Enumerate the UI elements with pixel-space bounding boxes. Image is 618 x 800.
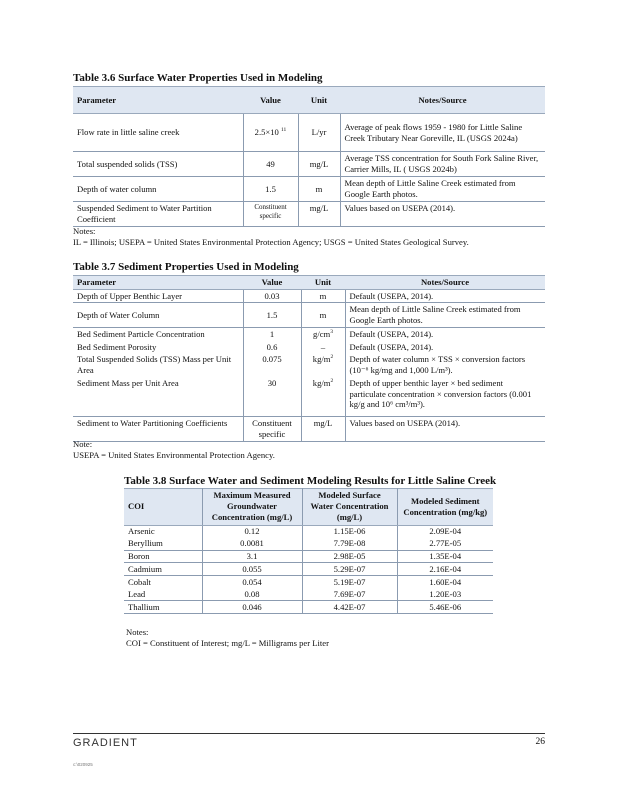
cell-value: 2.5×10 $^{11}$ <box>243 114 298 152</box>
cell-surface-water: 5.19E-07 <box>302 575 397 588</box>
cell-value: 49 <box>243 152 298 177</box>
cell-parameter: Depth of water column <box>73 177 243 202</box>
table-row <box>124 588 493 601</box>
notes-text: USEPA = United States Environmental Protection Agency. <box>73 450 275 461</box>
cell-surface-water: 4.42E-07 <box>302 601 397 614</box>
cell-groundwater: 0.055 <box>202 563 302 576</box>
table-row <box>73 114 545 152</box>
cell-parameter: Flow rate in little saline creek <box>73 114 243 152</box>
cell-parameter: Bed Sediment Porosity <box>73 341 243 354</box>
cell-notes: Values based on USEPA (2014). <box>345 417 545 441</box>
header-sediment: Modeled Sediment Concentration (mg/kg) <box>397 489 493 526</box>
table-header-row <box>124 489 493 526</box>
cell-sediment: 2.09E-04 <box>429 526 462 537</box>
cell-unit: $kg/m^2$ <box>301 353 345 376</box>
table-row <box>73 303 545 327</box>
table-row <box>73 353 545 376</box>
cell-unit: m <box>298 177 340 202</box>
cell-groundwater: 3.1 <box>202 550 302 563</box>
header-unit: Unit <box>298 87 340 114</box>
cell-value: 30 <box>243 377 301 417</box>
cell-groundwater: 0.08 <box>202 588 302 601</box>
cell-coi: Cadmium <box>124 563 202 576</box>
cell-notes: Default (USEPA, 2014). <box>349 341 434 352</box>
cell-sediment: 2.16E-04 <box>397 563 493 576</box>
cell-surface-water: 1.15E-06 <box>302 525 397 538</box>
header-groundwater: Maximum Measured Groundwater Concentration (mg/L) <box>202 489 302 526</box>
cell-surface-water: 7.79E-08 <box>302 538 397 551</box>
table-row <box>73 289 545 303</box>
table-row <box>73 177 545 202</box>
cell-notes: Depth of water column × TSS × conversion factors (10⁻⁶ kg/mg and 1,000 L/m³). <box>349 354 526 376</box>
header-notes: Notes/Source <box>345 276 545 290</box>
cell-unit: m <box>301 289 345 303</box>
cell-parameter: Depth of Water Column <box>73 303 243 327</box>
table-3-8 <box>124 488 493 614</box>
cell-coi: Lead <box>124 588 202 601</box>
cell-notes: Average TSS concentration for South Fork Saline River, Carrier Mills, IL ( USGS 2024b) <box>340 152 545 177</box>
cell-sediment: 1.35E-04 <box>397 550 493 563</box>
table-row <box>124 563 493 576</box>
table36-notes <box>73 226 545 248</box>
table-row <box>73 327 545 340</box>
table38-caption: Table 3.8 Surface Water and Sediment Modeling Results for Little Saline Creek <box>124 475 497 487</box>
table-row <box>73 202 545 227</box>
cell-value: 0.03 <box>243 289 301 303</box>
cell-notes: Mean depth of Little Saline Creek estimated from Google Earth photos. <box>340 177 545 202</box>
cell-value: 1.5 <box>243 303 301 327</box>
table-3-6 <box>73 86 545 227</box>
cell-value: 0.6 <box>243 341 301 354</box>
cell-surface-water: 5.29E-07 <box>302 563 397 576</box>
table-3-7 <box>73 275 545 442</box>
cell-parameter: Sediment Mass per Unit Area <box>73 377 243 417</box>
cell-unit: mg/L <box>301 417 345 441</box>
cell-coi: Arsenic <box>124 525 202 538</box>
cell-notes: Mean depth of Little Saline Creek estimated from Google Earth photos. <box>345 303 545 327</box>
cell-groundwater: 0.0081 <box>202 538 302 551</box>
table-row <box>124 601 493 614</box>
cell-groundwater: 0.12 <box>202 525 302 538</box>
table-row <box>73 417 545 441</box>
table37-caption: Table 3.7 Sediment Properties Used in Modeling <box>73 261 299 273</box>
cell-unit: $g/cm^3$ <box>301 327 345 340</box>
cell-value: 1.5 <box>243 177 298 202</box>
cell-value: 0.075 <box>243 353 301 376</box>
cell-value: Constituent specific <box>243 417 301 441</box>
cell-parameter: Sediment to Water Partitioning Coefficients <box>73 417 243 441</box>
page-number: 26 <box>535 737 545 747</box>
cell-notes: Default (USEPA, 2014). <box>349 328 434 339</box>
table-row <box>73 152 545 177</box>
header-coi: COI <box>124 489 202 526</box>
cell-notes: Depth of upper benthic layer × bed sediment particulate concentration × conversion factors (0.001 kg/g and 10⁶ cm³/m³). <box>345 377 545 417</box>
table-header-row <box>73 87 545 114</box>
header-value: Value <box>243 276 301 290</box>
cell-parameter: Bed Sediment Particle Concentration <box>73 327 243 340</box>
table-row <box>73 341 545 354</box>
cell-coi: Beryllium <box>124 538 202 551</box>
cell-sediment: 1.20E-03 <box>397 588 493 601</box>
document-id: c:\020925 <box>73 762 93 767</box>
cell-sediment: 2.77E-05 <box>397 538 493 551</box>
cell-value: 1 <box>243 327 301 340</box>
cell-parameter: Suspended Sediment to Water Partition Coefficient <box>73 202 243 227</box>
cell-parameter: Total suspended solids (TSS) <box>73 152 243 177</box>
header-parameter: Parameter <box>73 87 243 114</box>
cell-parameter: Total Suspended Solids (TSS) Mass per Unit Area <box>73 353 243 376</box>
cell-notes: Average of peak flows 1959 - 1980 for Little Saline Creek Tributary Near Goreville, IL (USGS 2024a) <box>340 114 545 152</box>
cell-sediment: 1.60E-04 <box>429 576 462 587</box>
cell-groundwater: 0.046 <box>202 601 302 614</box>
table-row <box>73 377 545 417</box>
header-unit: Unit <box>301 276 345 290</box>
notes-label: Note: <box>73 439 93 449</box>
cell-unit: mg/L <box>298 202 340 227</box>
cell-coi: Thallium <box>124 601 202 614</box>
notes-text: IL = Illinois; USEPA = United States Environmental Protection Agency; USGS = United States Geological Survey. <box>73 237 469 248</box>
header-parameter: Parameter <box>73 276 243 290</box>
table38-notes <box>126 627 546 649</box>
cell-sediment: 5.46E-06 <box>397 601 493 614</box>
footer-divider <box>73 733 545 734</box>
notes-label: Notes: <box>73 226 96 236</box>
table37-notes <box>73 439 545 461</box>
cell-parameter: Depth of Upper Benthic Layer <box>73 289 243 303</box>
notes-label: Notes: <box>126 627 149 637</box>
table-row <box>124 575 493 588</box>
header-notes: Notes/Source <box>340 87 545 114</box>
cell-unit: $kg/m^2$ <box>301 377 345 417</box>
cell-notes: Default (USEPA, 2014). <box>345 289 545 303</box>
cell-coi: Cobalt <box>124 575 202 588</box>
table-row <box>124 538 493 551</box>
table36-caption: Table 3.6 Surface Water Properties Used in Modeling <box>73 72 323 84</box>
table-row <box>124 525 493 538</box>
cell-surface-water: 7.69E-07 <box>302 588 397 601</box>
table-header-row <box>73 276 545 290</box>
notes-text: COI = Constituent of Interest; mg/L = Milligrams per Liter <box>126 638 329 649</box>
cell-value: Constituent specific <box>243 202 298 227</box>
header-surface-water: Modeled Surface Water Concentration (mg/L) <box>302 489 397 526</box>
cell-unit: – <box>301 341 345 354</box>
cell-notes: Values based on USEPA (2014). <box>340 202 545 227</box>
cell-unit: m <box>301 303 345 327</box>
header-value: Value <box>243 87 298 114</box>
cell-unit: mg/L <box>298 152 340 177</box>
gradient-logo: GRADIENT <box>73 737 138 749</box>
cell-coi: Boron <box>124 550 202 563</box>
cell-surface-water: 2.98E-05 <box>302 550 397 563</box>
cell-groundwater: 0.054 <box>202 575 302 588</box>
table-row <box>124 550 493 563</box>
cell-unit: L/yr <box>298 114 340 152</box>
